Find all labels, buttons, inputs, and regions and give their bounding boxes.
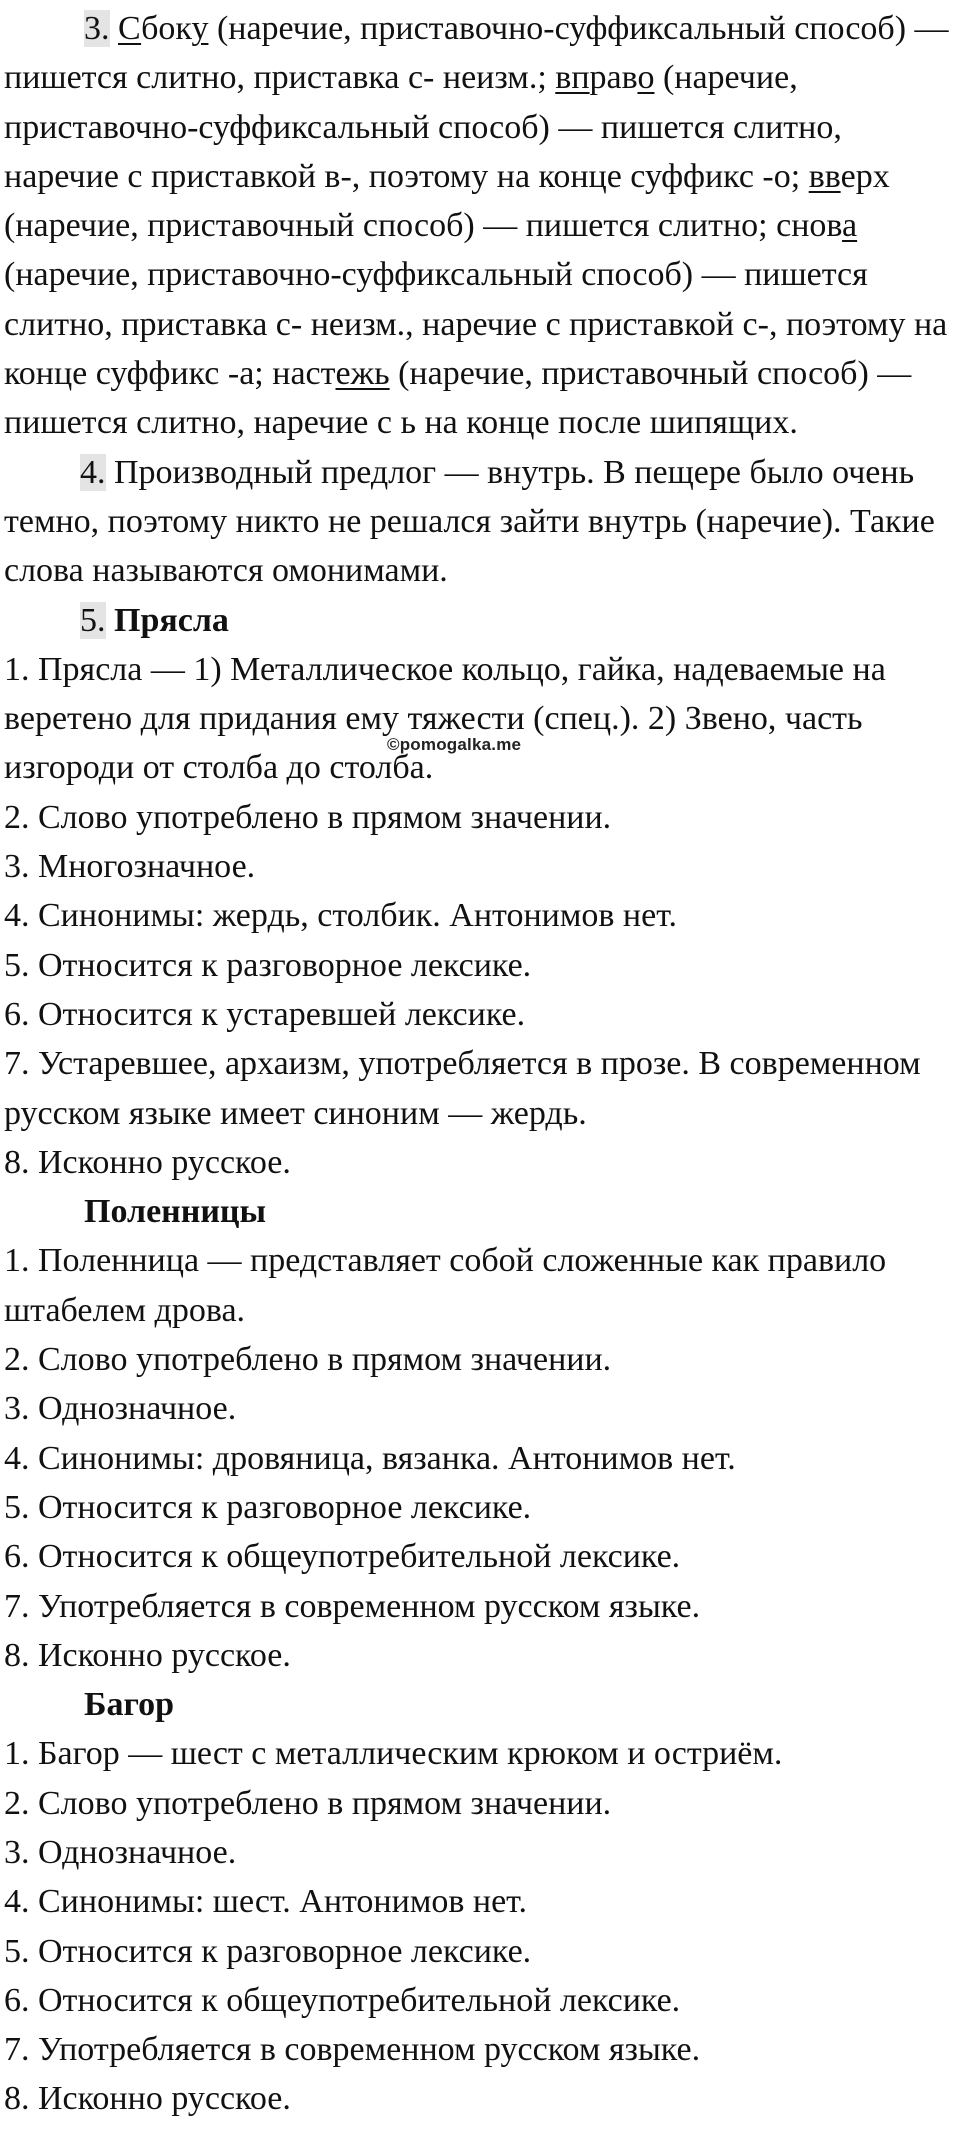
analysis-line: 1. Багор — шест с металлическим крюком и остриём. bbox=[4, 1735, 783, 1773]
word-suffix: у bbox=[191, 10, 209, 47]
analysis-line: 5. Относится к разговорное лексике. bbox=[4, 1488, 532, 1526]
analysis-line: 4. Синонимы: жердь, столбик. Антонимов нет. bbox=[4, 897, 677, 935]
analysis-line: 7. Устаревшее, архаизм, употребляется в прозе. В современном русском языке имеет синоним — жердь. bbox=[4, 1045, 921, 1132]
analysis-line: 1. Поленница — представляет собой сложенные как правило штабелем дрова. bbox=[4, 1242, 887, 1329]
item-number: 5. bbox=[80, 601, 106, 639]
word-title: Багор bbox=[84, 1686, 174, 1724]
item-4-paragraph bbox=[4, 448, 954, 596]
word-prefix: С bbox=[118, 10, 142, 47]
word-title: Прясла bbox=[114, 601, 229, 639]
analysis-line: 6. Относится к устаревшей лексике. bbox=[4, 995, 526, 1033]
word-root: рав bbox=[589, 59, 638, 97]
analysis-line: 5. Относится к разговорное лексике. bbox=[4, 1932, 532, 1970]
word-analysis: (наречие, приставочно-суффиксальный способ) — пишется слитно, наречие с приставкой в-, поэтому на конце суффикс -о; bbox=[4, 59, 842, 195]
item-5-heading bbox=[4, 596, 954, 645]
word-root: ерх bbox=[840, 157, 890, 195]
word-prefix: вп bbox=[555, 59, 590, 97]
item-3-paragraph bbox=[4, 4, 954, 448]
watermark: ©pomogalka.me bbox=[387, 735, 522, 754]
analysis-line: 6. Относится к общеупотребительной лексике. bbox=[4, 1538, 681, 1576]
analysis-line: 3. Однозначное. bbox=[4, 1390, 237, 1428]
word-heading bbox=[4, 1680, 954, 1729]
analysis-line: 7. Употребляется в современном русском языке. bbox=[4, 2031, 701, 2069]
word-root: снов bbox=[776, 207, 843, 245]
analysis-line: 2. Слово употреблено в прямом значении. bbox=[4, 798, 612, 836]
word-root: бок bbox=[141, 10, 192, 47]
analysis-line: 7. Употребляется в современном русском языке. bbox=[4, 1587, 701, 1625]
analysis-line: 5. Относится к разговорное лексике. bbox=[4, 946, 532, 984]
word-ending: ежь bbox=[335, 355, 390, 393]
word-prefix: вв bbox=[808, 157, 841, 195]
word-suffix: о bbox=[637, 59, 655, 97]
word-analysis: (наречие, приставочный способ) — пишется слитно; bbox=[4, 207, 777, 245]
word-analysis: (наречие, приставочный способ) — пишется слитно, наречие с ь на конце после шипящих. bbox=[4, 355, 912, 442]
analysis-line: 8. Исконно русское. bbox=[4, 2080, 291, 2118]
analysis-line: 2. Слово употреблено в прямом значении. bbox=[4, 1341, 612, 1379]
word-analysis: (наречие, приставочно-суффиксальный способ) — пишется слитно, приставка с- неизм.; bbox=[4, 10, 949, 97]
analysis-line: 2. Слово употреблено в прямом значении. bbox=[4, 1784, 612, 1822]
analysis-line: 3. Однозначное. bbox=[4, 1833, 237, 1871]
word-title: Поленницы bbox=[84, 1193, 267, 1231]
word-analysis: (наречие, приставочно-суффиксальный способ) — пишется слитно, приставка с- неизм., наречие с приставкой с-, поэтому на конце суффикс -а; bbox=[4, 256, 948, 393]
analysis-line: 8. Исконно русское. bbox=[4, 1636, 291, 1674]
item-number: 4. bbox=[80, 453, 106, 491]
analysis-line: 8. Исконно русское. bbox=[4, 1143, 291, 1181]
word-root: наст bbox=[272, 355, 336, 393]
analysis-line: 3. Многозначное. bbox=[4, 848, 256, 886]
word-suffix: а bbox=[842, 207, 858, 245]
item-text: Производный предлог — внутрь. В пещере было очень темно, поэтому никто не решался зайти внутрь (наречие). Такие слова называются омонимами. bbox=[4, 453, 935, 590]
word-heading bbox=[4, 1187, 954, 1236]
item-number: 3. bbox=[84, 10, 110, 47]
analysis-line: 4. Синонимы: дровяница, вязанка. Антонимов нет. bbox=[4, 1439, 736, 1477]
analysis-line: 6. Относится к общеупотребительной лексике. bbox=[4, 1981, 681, 2019]
analysis-line: 4. Синонимы: шест. Антонимов нет. bbox=[4, 1883, 527, 1921]
analysis-line: 1. Прясла — 1) Металлическое кольцо, гайка, надеваемые на веретено для придания ему тяжести (спец.). 2) Звено, часть изгороди от столба до столба. bbox=[4, 650, 886, 787]
